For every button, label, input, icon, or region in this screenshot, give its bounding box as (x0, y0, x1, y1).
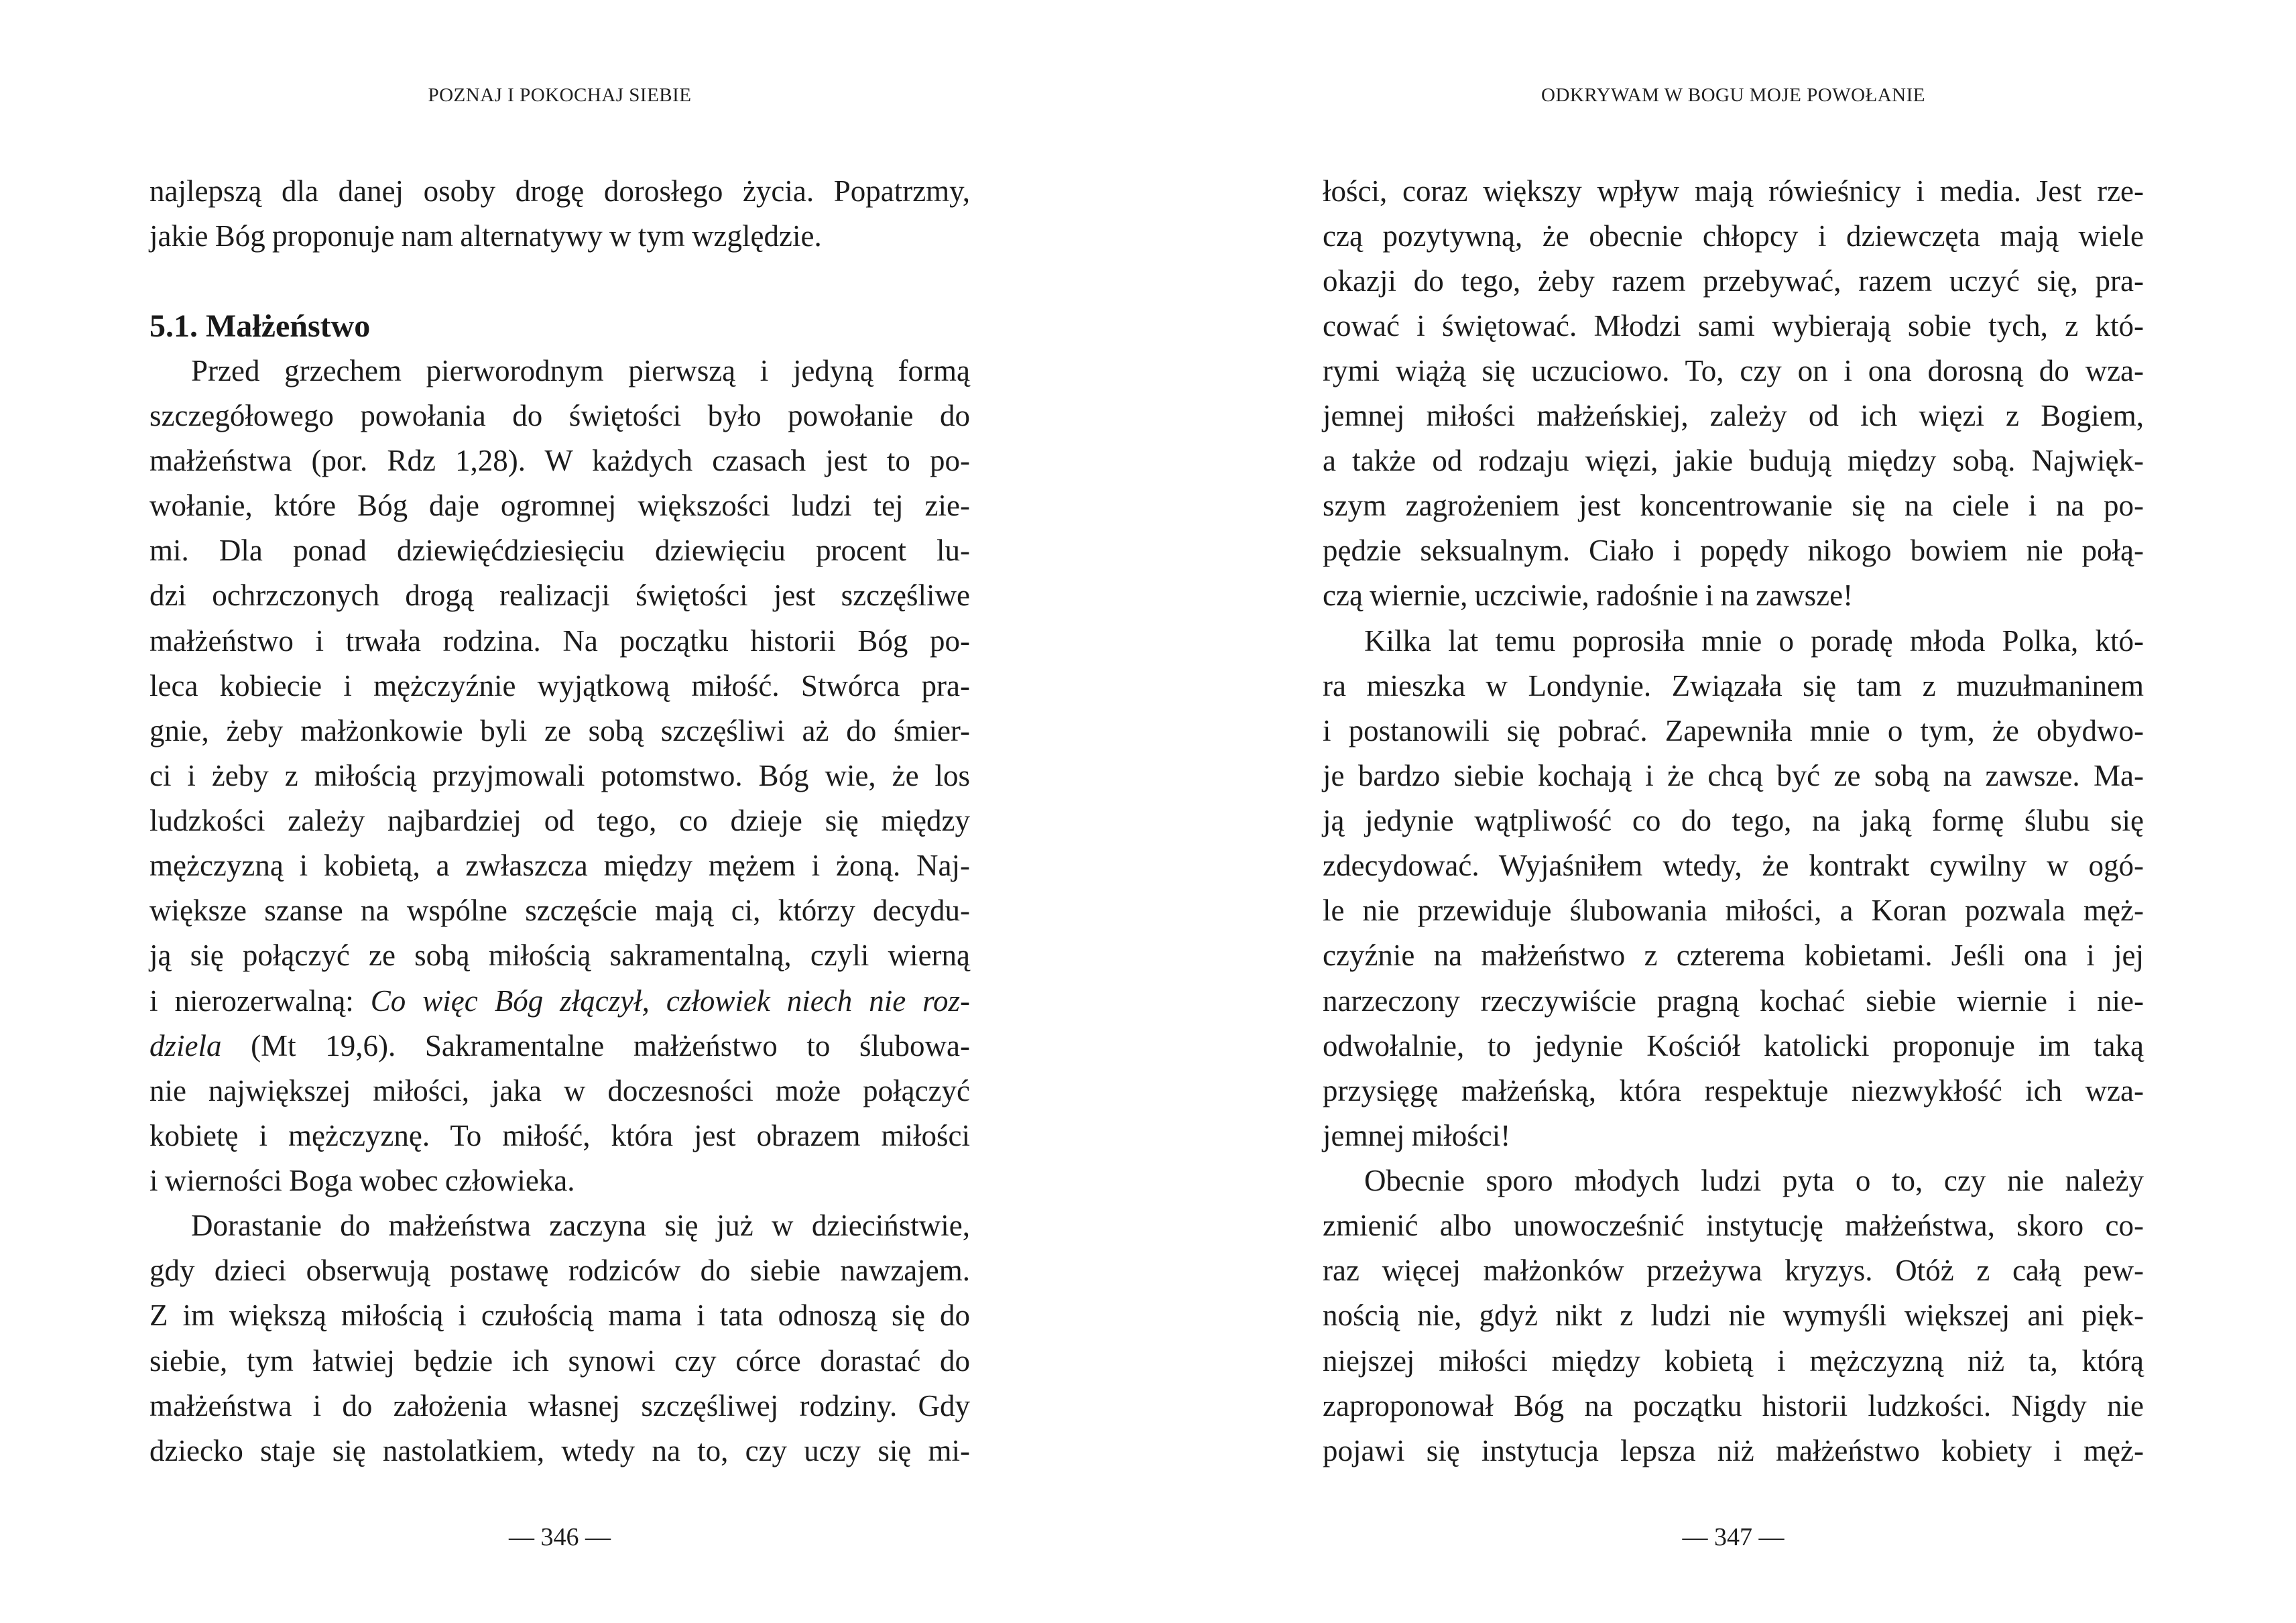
text-line: gdy dzieci obserwują postawę rodziców do siebie nawzajem. (149, 1254, 970, 1287)
text-line-with-quote (149, 1024, 970, 1069)
paragraph-first-line: Dorastanie do małżeństwa zaczyna się już w dzieciństwie, (191, 1209, 970, 1242)
text-line: ją się połączyć ze sobą miłością sakramentalną, czyli wierną (149, 939, 970, 972)
text-line: le nie przewiduje ślubowania miłości, a Koran pozwala męż- (1323, 894, 2144, 927)
text-line: czą pozytywną, że obecnie chłopcy i dziewczęta mają wiele (1323, 219, 2144, 253)
text-line: ludzkości zależy najbardziej od tego, co dzieje się między (149, 804, 970, 837)
text-line: małżeństwa (por. Rdz 1,28). W każdych czasach jest to po- (149, 444, 970, 477)
text-line: odwołalnie, to jedynie Kościół katolicki proponuje im taką (1323, 1029, 2144, 1063)
text-line: i postanowili się pobrać. Zapewniła mnie o tym, że obydwo- (1323, 714, 2144, 747)
text-line: mi. Dla ponad dziewięćdziesięciu dziewięciu procent lu- (149, 534, 970, 567)
bible-quote-end: dziela (149, 1029, 222, 1063)
text-line: raz więcej małżonków przeżywa kryzys. Otóż z całą pew- (1323, 1254, 2144, 1287)
text-line: zmienić albo unowocześnić instytucję małżeństwa, skoro co- (1323, 1209, 2144, 1242)
paragraph-first-line: Obecnie sporo młodych ludzi pyta o to, czy nie należy (1364, 1164, 2144, 1197)
text-line: dziecko staje się nastolatkiem, wtedy na to, czy uczy się mi- (149, 1434, 970, 1467)
text-line: niejszej miłości między kobietą i mężczyzną niż ta, którą (1323, 1344, 2144, 1378)
text-line: zaproponował Bóg na początku historii ludzkości. Nigdy nie (1323, 1389, 2144, 1423)
text-line: siebie, tym łatwiej będzie ich synowi czy córce dorastać do (149, 1344, 970, 1378)
text-line: pędzie seksualnym. Ciało i popędy nikogo bowiem nie połą- (1323, 534, 2144, 567)
text-line: większe szanse na wspólne szczęście mają ci, którzy decydu- (149, 894, 970, 927)
text-line: cować i świętować. Młodzi sami wybierają sobie tych, z któ- (1323, 309, 2144, 343)
text-line: czyźnie na małżeństwo z czterema kobietami. Jeśli ona i jej (1323, 939, 2144, 972)
text-line: ją jedynie wątpliwość co do tego, na jaką formę ślubu się (1323, 804, 2144, 837)
text-line: i wierności Boga wobec człowieka. (149, 1164, 575, 1197)
text-line: kobietę i mężczyznę. To miłość, która jest obrazem miłości (149, 1119, 970, 1152)
text-line: szczegółowego powołania do świętości było powołanie do (149, 399, 970, 432)
page-number-left: — 346 — (509, 1523, 611, 1551)
text-line: łości, coraz większy wpływ mają rówieśnicy i media. Jest rze- (1323, 174, 2144, 208)
text-line: jemnej miłości! (1323, 1119, 1511, 1152)
text-line: czą wiernie, uczciwie, radośnie i na zawsze! (1323, 579, 1854, 612)
running-head-left: POZNAJ I POKOCHAJ SIEBIE (428, 84, 692, 106)
paragraph-first-line: Kilka lat temu poprosiła mnie o poradę młoda Polka, któ- (1364, 624, 2144, 658)
text-line: leca kobiecie i mężczyźnie wyjątkową miłość. Stwórca pra- (149, 669, 970, 703)
text-line: jemnej miłości małżeńskiej, zależy od ich więzi z Bogiem, (1323, 399, 2144, 432)
text-line: małżeństwa i do założenia własnej szczęśliwej rodziny. Gdy (149, 1389, 970, 1423)
right-page (1148, 0, 2296, 1623)
text-line: gnie, żeby małżonkowie byli ze sobą szczęśliwi aż do śmier- (149, 714, 970, 747)
text-line: szym zagrożeniem jest koncentrowanie się na ciele i na po- (1323, 489, 2144, 522)
text-line: małżeństwo i trwała rodzina. Na początku historii Bóg po- (149, 624, 970, 658)
text-line: rymi wiążą się uczuciowo. To, czy on i ona dorosną do wza- (1323, 354, 2144, 387)
text-line: narzeczony rzeczywiście pragną kochać siebie wiernie i nie- (1323, 984, 2144, 1018)
text-line: nością nie, gdyż nikt z ludzi nie wymyśli większej ani pięk- (1323, 1299, 2144, 1332)
page-number-right: — 347 — (1682, 1523, 1785, 1551)
text-line: dzi ochrzczonych drogą realizacji świętości jest szczęśliwe (149, 579, 970, 612)
running-head-right: ODKRYWAM W BOGU MOJE POWOŁANIE (1541, 84, 1925, 106)
text-run: (Mt 19,6). Sakramentalne małżeństwo to ślubowa- (221, 1029, 970, 1063)
text-line: okazji do tego, żeby razem przebywać, razem uczyć się, pra- (1323, 264, 2144, 298)
bible-quote: Co więc Bóg złączył, człowiek niech nie roz- (370, 984, 970, 1018)
paragraph-first-line: Przed grzechem pierworodnym pierwszą i jedyną formą (191, 354, 970, 387)
text-line: wołanie, które Bóg daje ogromnej większości ludzi tej zie- (149, 489, 970, 522)
text-line-with-quote (149, 979, 970, 1024)
text-line: najlepszą dla danej osoby drogę dorosłego życia. Popatrzmy, (149, 174, 970, 208)
text-line: pojawi się instytucja lepsza niż małżeństwo kobiety i męż- (1323, 1434, 2144, 1467)
text-line: ra mieszka w Londynie. Związała się tam z muzułmaninem (1323, 669, 2144, 703)
text-line: zdecydować. Wyjaśniłem wtedy, że kontrakt cywilny w ogó- (1323, 849, 2144, 882)
text-line: nie największej miłości, jaka w doczesności może połączyć (149, 1074, 970, 1107)
text-line: przysięgę małżeńską, która respektuje niezwykłość ich wza- (1323, 1074, 2144, 1107)
text-line: jakie Bóg proponuje nam alternatywy w tym względzie. (149, 219, 822, 253)
text-line: je bardzo siebie kochają i że chcą być ze sobą na zawsze. Ma- (1323, 759, 2144, 792)
text-line: a także od rodzaju więzi, jakie budują między sobą. Najwięk- (1323, 444, 2144, 477)
text-line: mężczyzną i kobietą, a zwłaszcza między mężem i żoną. Naj- (149, 849, 970, 882)
text-run: i nierozerwalną: (149, 984, 371, 1018)
text-line: Z im większą miłością i czułością mama i tata odnoszą się do (149, 1299, 970, 1332)
text-line: ci i żeby z miłością przyjmowali potomstwo. Bóg wie, że los (149, 759, 970, 792)
section-heading: 5.1. Małżeństwo (149, 308, 371, 344)
